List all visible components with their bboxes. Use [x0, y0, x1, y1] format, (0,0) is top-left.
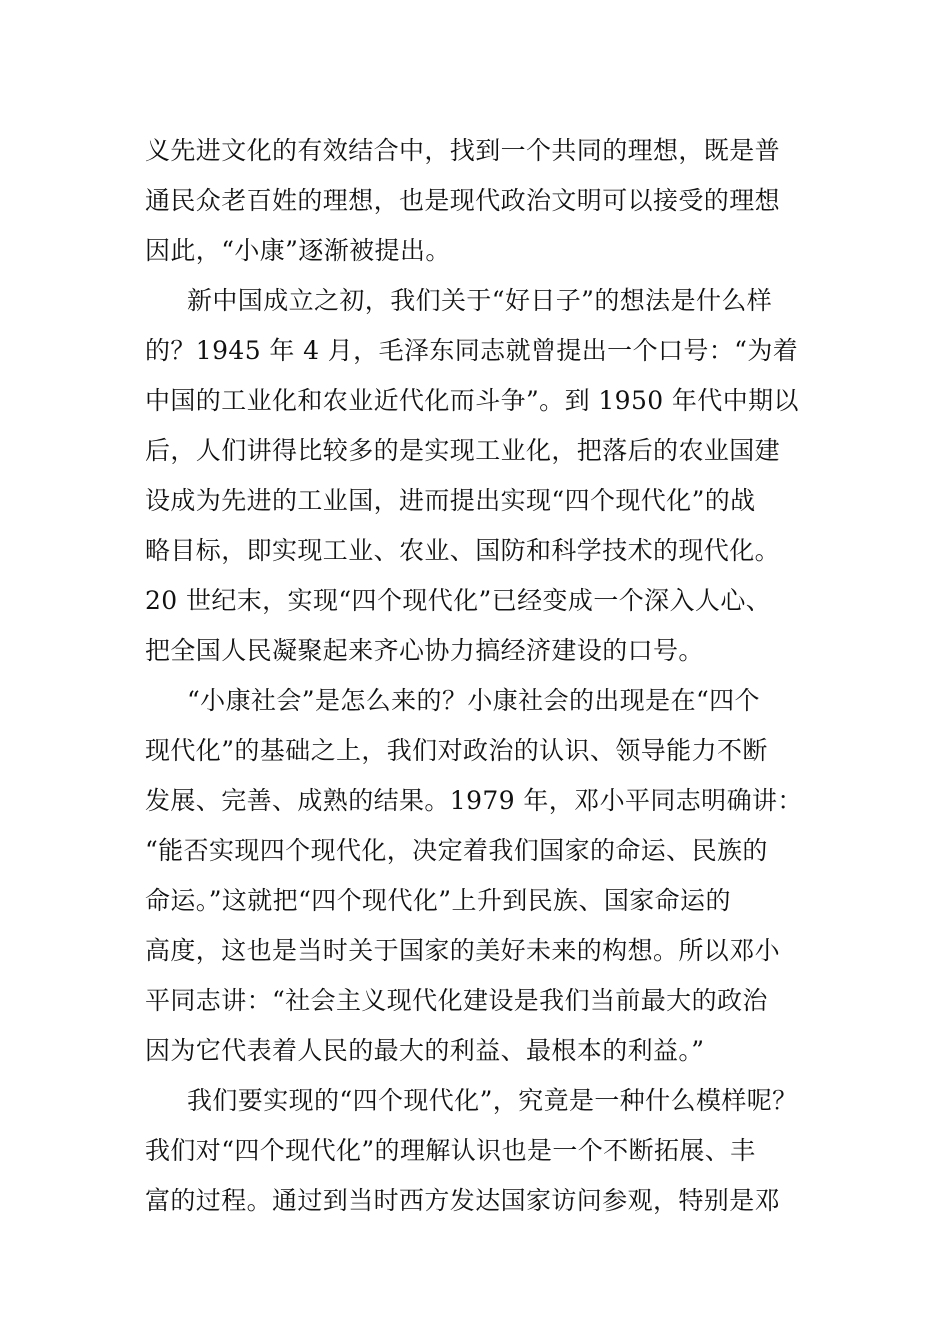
text-line: 把全国人民凝聚起来齐心协力搞经济建设的口号。: [145, 636, 704, 665]
text-line: 后，人们讲得比较多的是实现工业化，把落后的农业国建: [145, 436, 781, 465]
text-line: 中国的工业化和农业近代化而斗争”。到 1950 年代中期以: [145, 386, 799, 415]
text-line: 因此，“小康”逐渐被提出。: [145, 236, 451, 265]
text-line: 设成为先进的工业国，进而提出实现“四个现代化”的战: [145, 486, 756, 515]
text-line: 因为它代表着人民的最大的利益、最根本的利益。”: [145, 1036, 705, 1065]
text-line: 义先进文化的有效结合中，找到一个共同的理想，既是普: [145, 136, 781, 165]
text-line: 高度，这也是当时关于国家的美好未来的构想。所以邓小: [145, 936, 781, 965]
document-body: [145, 126, 825, 1226]
text-line: 我们对“四个现代化”的理解认识也是一个不断拓展、丰: [145, 1136, 756, 1165]
text-line: 发展、完善、成熟的结果。1979 年，邓小平同志明确讲：: [145, 786, 803, 815]
paragraph-first-line: 我们要实现的“四个现代化”，究竟是一种什么模样呢？: [187, 1086, 798, 1115]
text-line: 略目标，即实现工业、农业、国防和科学技术的现代化。: [145, 536, 781, 565]
text-line: 命运。”这就把“四个现代化”上升到民族、国家命运的: [145, 886, 731, 915]
text-line: “能否实现四个现代化，决定着我们国家的命运、民族的: [145, 836, 768, 865]
paragraph-first-line: 新中国成立之初，我们关于“好日子”的想法是什么样: [187, 286, 773, 315]
text-line: 20 世纪末，实现“四个现代化”已经变成一个深入人心、: [145, 586, 772, 615]
text-line: 平同志讲：“社会主义现代化建设是我们当前最大的政治: [145, 986, 768, 1015]
text-line: 富的过程。通过到当时西方发达国家访问参观，特别是邓: [145, 1186, 781, 1215]
text-line: 通民众老百姓的理想，也是现代政治文明可以接受的理想: [145, 186, 781, 215]
paragraph-first-line: “小康社会”是怎么来的？小康社会的出现是在“四个: [187, 686, 760, 715]
text-line: 现代化”的基础之上，我们对政治的认识、领导能力不断: [145, 736, 768, 765]
text-line: 的？1945 年 4 月，毛泽东同志就曾提出一个口号：“为着: [145, 336, 799, 365]
